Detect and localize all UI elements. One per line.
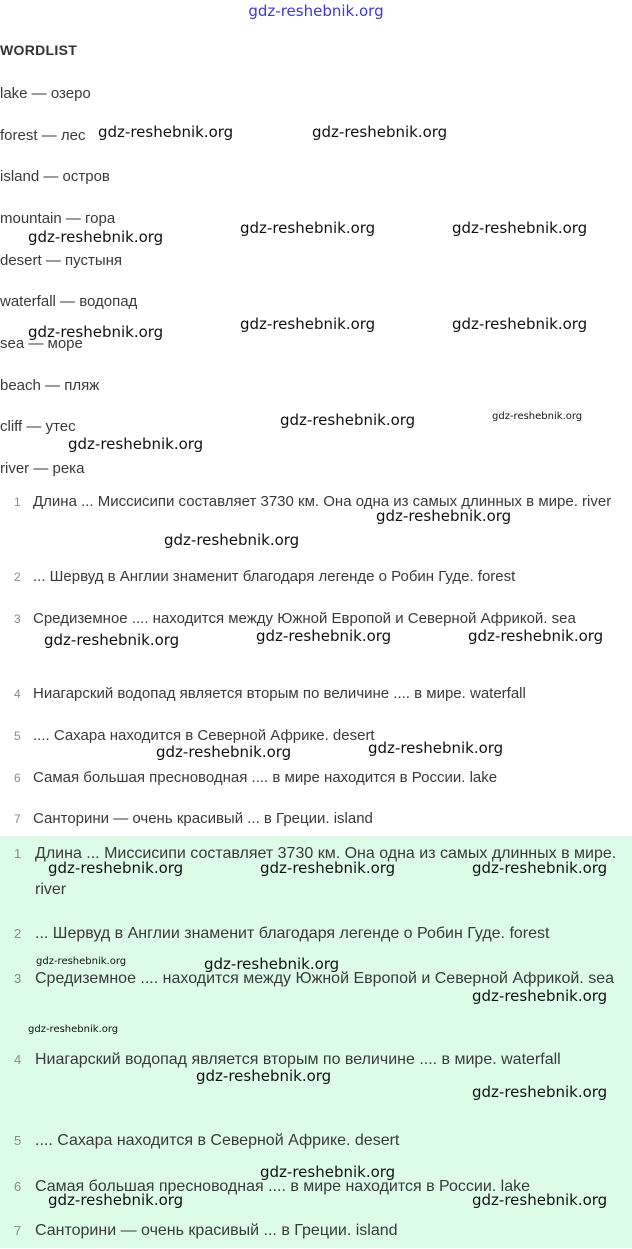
watermark: gdz-reshebnik.org [28,1024,119,1035]
answers-panel [0,836,632,1248]
exercise-number: 5 [14,729,21,743]
answer-item [14,916,626,952]
watermark: gdz-reshebnik.org [36,956,127,967]
exercise-number: 2 [14,570,21,584]
answer-number: 2 [14,926,22,941]
exercise-item [14,559,614,595]
answer-number: 3 [14,971,22,986]
watermark: gdz-reshebnik.org [240,315,376,333]
watermark: gdz-reshebnik.org [28,323,164,341]
site-header-link[interactable]: gdz-reshebnik.org [248,2,384,20]
wordlist-item: sea — море [0,335,83,352]
exercise-text: Самая большая пресноводная .... в мире находится в России. lake [33,769,498,786]
wordlist-item: lake — озеро [0,85,91,102]
exercise-text: Длина ... Миссисипи составляет 3730 км. Она одна из самых длинных в мире. river [33,493,612,510]
watermark: gdz-reshebnik.org [44,631,180,649]
watermark: gdz-reshebnik.org [48,1191,184,1209]
watermark: gdz-reshebnik.org [48,859,184,877]
answer-text: Средиземное .... находится между Южной Европой и Северной Африкой. sea [35,970,614,987]
answer-number: 1 [14,846,22,861]
wordlist-item: forest — лес [0,127,86,144]
answer-text: Самая большая пресноводная .... в мире находится в России. lake [35,1178,531,1195]
watermark: gdz-reshebnik.org [468,627,604,645]
wordlist-item: mountain — гора [0,210,116,227]
exercise-number: 1 [14,495,21,509]
answer-item [14,1123,626,1159]
exercise-item [14,718,614,754]
watermark: gdz-reshebnik.org [492,411,583,422]
exercise-number: 4 [14,687,21,701]
exercise-text: Санторини — очень красивый ... в Греции. island [33,810,373,827]
wordlist-item: river — река [0,460,85,477]
watermark: gdz-reshebnik.org [368,739,504,757]
answer-text: Ниагарский водопад является вторым по величине .... в мире. waterfall [35,1051,561,1068]
exercise-number: 3 [14,612,21,626]
watermark: gdz-reshebnik.org [472,1191,608,1209]
watermark: gdz-reshebnik.org [260,1163,396,1181]
exercise-item [14,760,614,796]
watermark: gdz-reshebnik.org [312,123,448,141]
watermark: gdz-reshebnik.org [452,315,588,333]
watermark: gdz-reshebnik.org [280,411,416,429]
exercise-text: ... Шервуд в Англии знаменит благодаря легенде о Робин Гуде. forest [33,568,516,585]
watermark: gdz-reshebnik.org [68,435,204,453]
watermark: gdz-reshebnik.org [472,987,608,1005]
wordlist-heading: WORDLIST [0,42,78,58]
watermark: gdz-reshebnik.org [472,1083,608,1101]
exercise-item [14,484,614,520]
watermark: gdz-reshebnik.org [28,228,164,246]
watermark: gdz-reshebnik.org [164,531,300,549]
answer-number: 7 [14,1223,22,1238]
answer-text: .... Сахара находится в Северной Африке. desert [35,1132,400,1149]
answer-number: 4 [14,1052,22,1067]
wordlist-item: desert — пустыня [0,252,123,269]
answer-text: Длина ... Миссисипи составляет 3730 км. Она одна из самых длинных в мире. river [35,845,617,898]
watermark: gdz-reshebnik.org [196,1067,332,1085]
answer-text: ... Шервуд в Англии знаменит благодаря легенде о Робин Гуде. forest [35,925,550,942]
exercise-number: 7 [14,812,21,826]
watermark: gdz-reshebnik.org [240,219,376,237]
answer-text: Санторини — очень красивый ... в Греции. island [35,1222,398,1239]
answer-number: 6 [14,1179,22,1194]
exercise-text: Ниагарский водопад является вторым по величине .... в мире. waterfall [33,685,526,702]
watermark: gdz-reshebnik.org [256,627,392,645]
answer-item [14,1213,626,1249]
watermark: gdz-reshebnik.org [260,859,396,877]
watermark: gdz-reshebnik.org [472,859,608,877]
watermark: gdz-reshebnik.org [156,743,292,761]
exercise-item [14,676,614,712]
wordlist-item: beach — пляж [0,377,100,394]
exercise-text: Средиземное .... находится между Южной Европой и Северной Африкой. sea [33,610,576,627]
answer-number: 5 [14,1133,22,1148]
exercise-item [14,801,614,837]
wordlist-item: waterfall — водопад [0,293,138,310]
wordlist-item: cliff — утес [0,418,76,435]
exercise-number: 6 [14,771,21,785]
watermark: gdz-reshebnik.org [452,219,588,237]
wordlist-item: island — остров [0,168,110,185]
exercise-text: .... Сахара находится в Северной Африке. desert [33,727,375,744]
watermark: gdz-reshebnik.org [98,123,234,141]
watermark: gdz-reshebnik.org [204,955,340,973]
watermark: gdz-reshebnik.org [376,507,512,525]
